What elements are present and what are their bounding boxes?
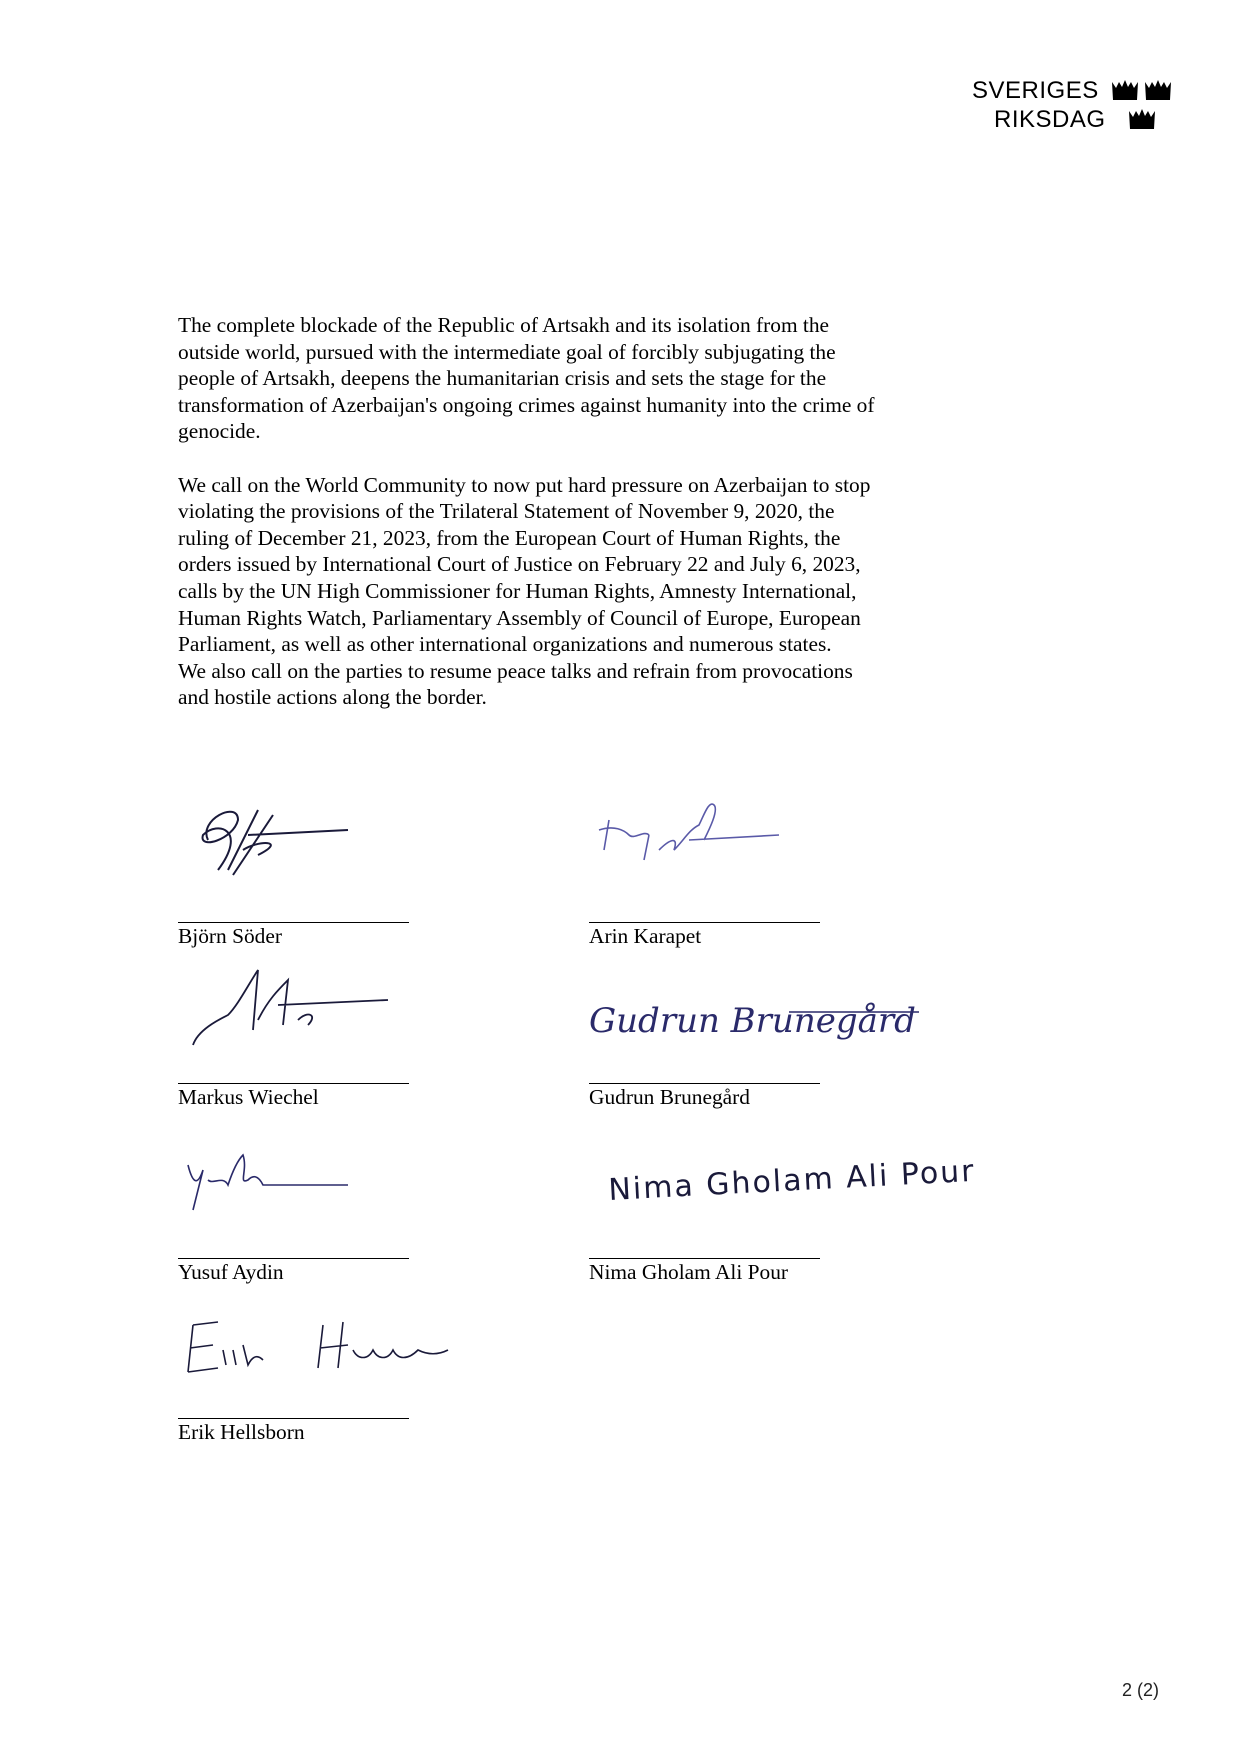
text-line: We also call on the parties to resume peace talks and refrain from provocations	[178, 658, 853, 683]
handwritten-signature	[589, 960, 929, 1060]
handwritten-signature	[589, 790, 789, 890]
signature-line	[589, 922, 820, 923]
signature-text: Gudrun Brunegård	[589, 1001, 916, 1041]
signatory-name: Yusuf Aydin	[178, 1260, 284, 1284]
signature-line	[178, 922, 409, 923]
handwritten-signature	[178, 1300, 478, 1400]
text-line: transformation of Azerbaijan's ongoing crimes against humanity into the crime of	[178, 392, 875, 417]
text-line: Human Rights Watch, Parliamentary Assembly of Council of Europe, European	[178, 605, 861, 630]
paragraph-call	[178, 472, 875, 711]
text-line: genocide.	[178, 419, 261, 444]
letter-body	[178, 312, 875, 738]
text-line: We call on the World Community to now put hard pressure on Azerbaijan to stop	[178, 472, 871, 497]
handwritten-signature	[178, 1140, 378, 1240]
page-number: 2 (2)	[1122, 1680, 1160, 1700]
signature-line	[178, 1418, 409, 1419]
signatory-name: Markus Wiechel	[178, 1085, 319, 1109]
logo-line-2: RIKSDAG	[994, 106, 1106, 133]
text-line: outside world, pursued with the intermediate goal of forcibly subjugating the	[178, 339, 836, 364]
text-line: The complete blockade of the Republic of Artsakh and its isolation from the	[178, 313, 830, 337]
signatory-name: Gudrun Brunegård	[589, 1085, 750, 1109]
signatory-name: Nima Gholam Ali Pour	[589, 1260, 789, 1284]
signatory-name: Arin Karapet	[589, 924, 702, 948]
paragraph-blockade	[178, 312, 875, 445]
signatory-name: Björn Söder	[178, 924, 282, 948]
crown-icon	[1111, 78, 1139, 100]
handwritten-signature	[178, 960, 398, 1060]
text-line: orders issued by International Court of Justice on February 22 and July 6, 2023,	[178, 552, 861, 577]
crown-icon	[1144, 78, 1172, 100]
signatory-name: Erik Hellsborn	[178, 1420, 305, 1444]
handwritten-signature	[589, 1140, 977, 1240]
text-line: Parliament, as well as other international organizations and numerous states.	[178, 632, 832, 657]
crown-icon	[1128, 107, 1156, 129]
text-line: people of Artsakh, deepens the humanitarian crisis and sets the stage for the	[178, 366, 827, 391]
text-line: ruling of December 21, 2023, from the European Court of Human Rights, the	[178, 525, 841, 550]
text-line: and hostile actions along the border.	[178, 685, 487, 710]
logo-line-1: SVERIGES	[972, 77, 1099, 104]
riksdag-logo	[972, 76, 1192, 136]
signature-line	[589, 1083, 820, 1084]
handwritten-signature	[178, 790, 358, 890]
signature-line	[178, 1258, 409, 1259]
signature-text: Nima Gholam Ali Pour	[607, 1153, 977, 1208]
text-line: calls by the UN High Commissioner for Human Rights, Amnesty International,	[178, 578, 857, 603]
signature-line	[178, 1083, 409, 1084]
text-line: violating the provisions of the Trilateral Statement of November 9, 2020, the	[178, 499, 835, 524]
signature-line	[589, 1258, 820, 1259]
